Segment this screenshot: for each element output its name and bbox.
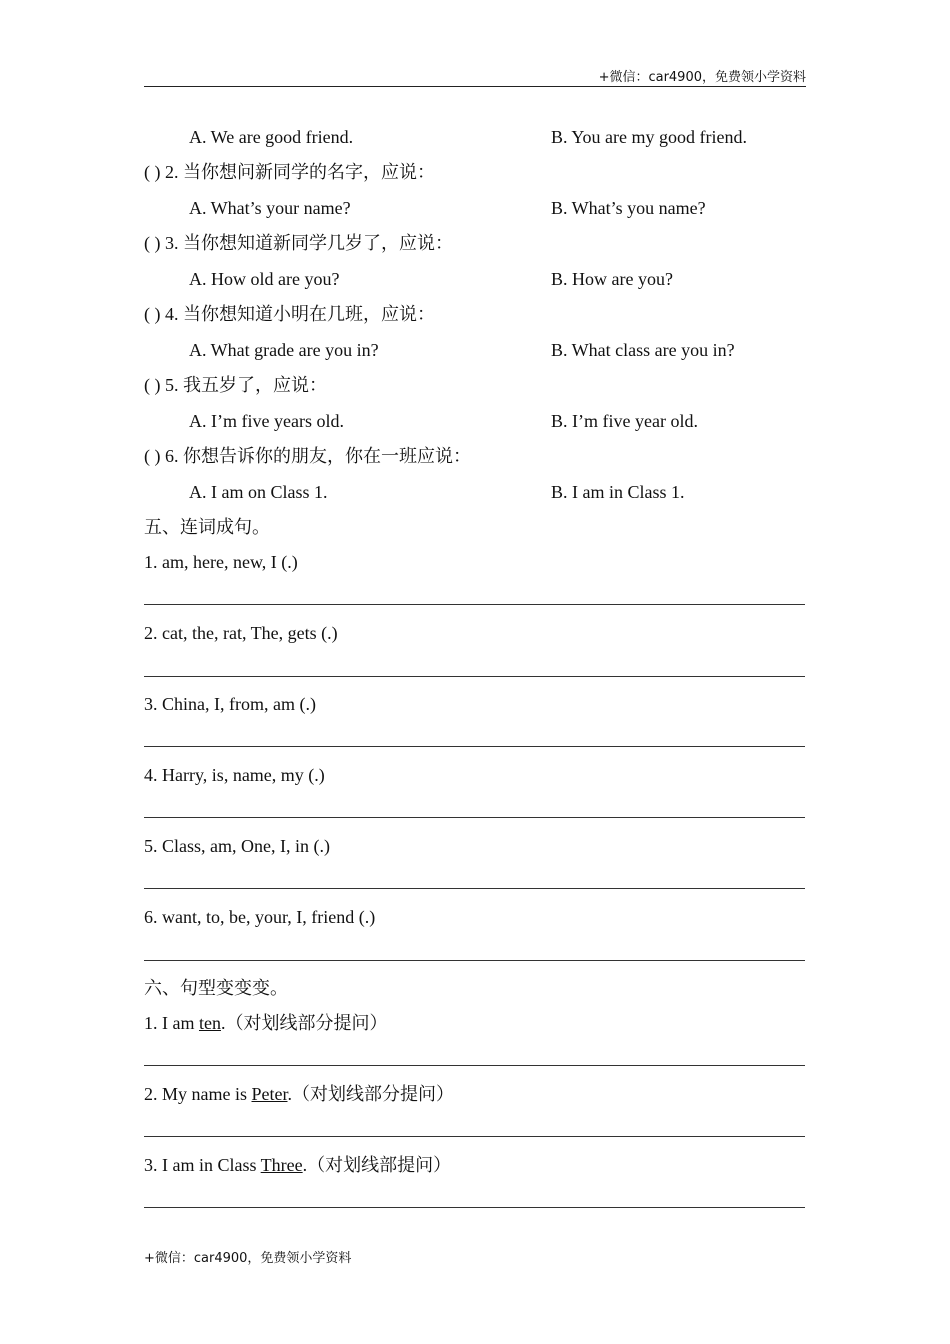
answer-line xyxy=(144,604,805,605)
transform-item xyxy=(144,1012,387,1034)
word-order-item: 3. China, I, from, am (.) xyxy=(144,694,316,714)
question-prompt: ( ) 4. 当你想知道小明在几班，应说： xyxy=(144,304,435,324)
q1-option-b: B. You are my good friend. xyxy=(551,127,747,147)
answer-line xyxy=(144,888,805,889)
transform-pre: 3. I am in Class xyxy=(144,1155,261,1175)
header-note: +微信：car4900，免费领小学资料 xyxy=(598,70,806,85)
word-order-item: 4. Harry, is, name, my (.) xyxy=(144,765,325,785)
word-order-item: 2. cat, the, rat, The, gets (.) xyxy=(144,623,338,643)
word-order-item: 6. want, to, be, your, I, friend (.) xyxy=(144,907,376,927)
answer-line xyxy=(144,817,805,818)
underlined-word: Three xyxy=(260,1155,303,1175)
option-a: A. What grade are you in? xyxy=(189,340,379,360)
answer-line xyxy=(144,1065,805,1066)
underlined-word: Peter xyxy=(251,1084,288,1104)
option-a: A. I’m five years old. xyxy=(189,411,344,431)
question-prompt: ( ) 5. 我五岁了，应说： xyxy=(144,375,327,395)
answer-line xyxy=(144,676,805,677)
section5-title: 五、连词成句。 xyxy=(144,517,270,537)
transform-pre: 2. My name is xyxy=(144,1084,252,1104)
option-a: A. What’s your name? xyxy=(189,198,351,218)
transform-post: .（对划线部提问） xyxy=(302,1155,452,1175)
answer-line xyxy=(144,1207,805,1208)
word-order-item: 1. am, here, new, I (.) xyxy=(144,552,298,572)
question-prompt: ( ) 3. 当你想知道新同学几岁了，应说： xyxy=(144,233,453,253)
option-b: B. What’s you name? xyxy=(551,198,706,218)
transform-post: .（对划线部分提问） xyxy=(220,1013,388,1033)
footer-note: +微信：car4900，免费领小学资料 xyxy=(144,1251,352,1266)
option-b: B. I’m five year old. xyxy=(551,411,698,431)
option-a: A. How old are you? xyxy=(189,269,340,289)
option-b: B. What class are you in? xyxy=(551,340,735,360)
transform-post: .（对划线部分提问） xyxy=(287,1084,454,1104)
word-order-item: 5. Class, am, One, I, in (.) xyxy=(144,836,330,856)
question-prompt: ( ) 6. 你想告诉你的朋友，你在一班应说： xyxy=(144,446,471,466)
answer-line xyxy=(144,960,805,961)
transform-item xyxy=(144,1154,451,1176)
underlined-word: ten xyxy=(198,1013,221,1033)
option-a: A. I am on Class 1. xyxy=(189,482,328,502)
question-prompt: ( ) 2. 当你想问新同学的名字，应说： xyxy=(144,162,435,182)
transform-item xyxy=(144,1083,454,1105)
answer-line xyxy=(144,1136,805,1137)
answer-line xyxy=(144,746,805,747)
option-b: B. How are you? xyxy=(551,269,673,289)
transform-pre: 1. I am xyxy=(144,1013,199,1033)
section6-title: 六、句型变变变。 xyxy=(144,978,288,998)
option-b: B. I am in Class 1. xyxy=(551,482,685,502)
page-header xyxy=(144,64,806,87)
q1-option-a: A. We are good friend. xyxy=(189,127,354,147)
